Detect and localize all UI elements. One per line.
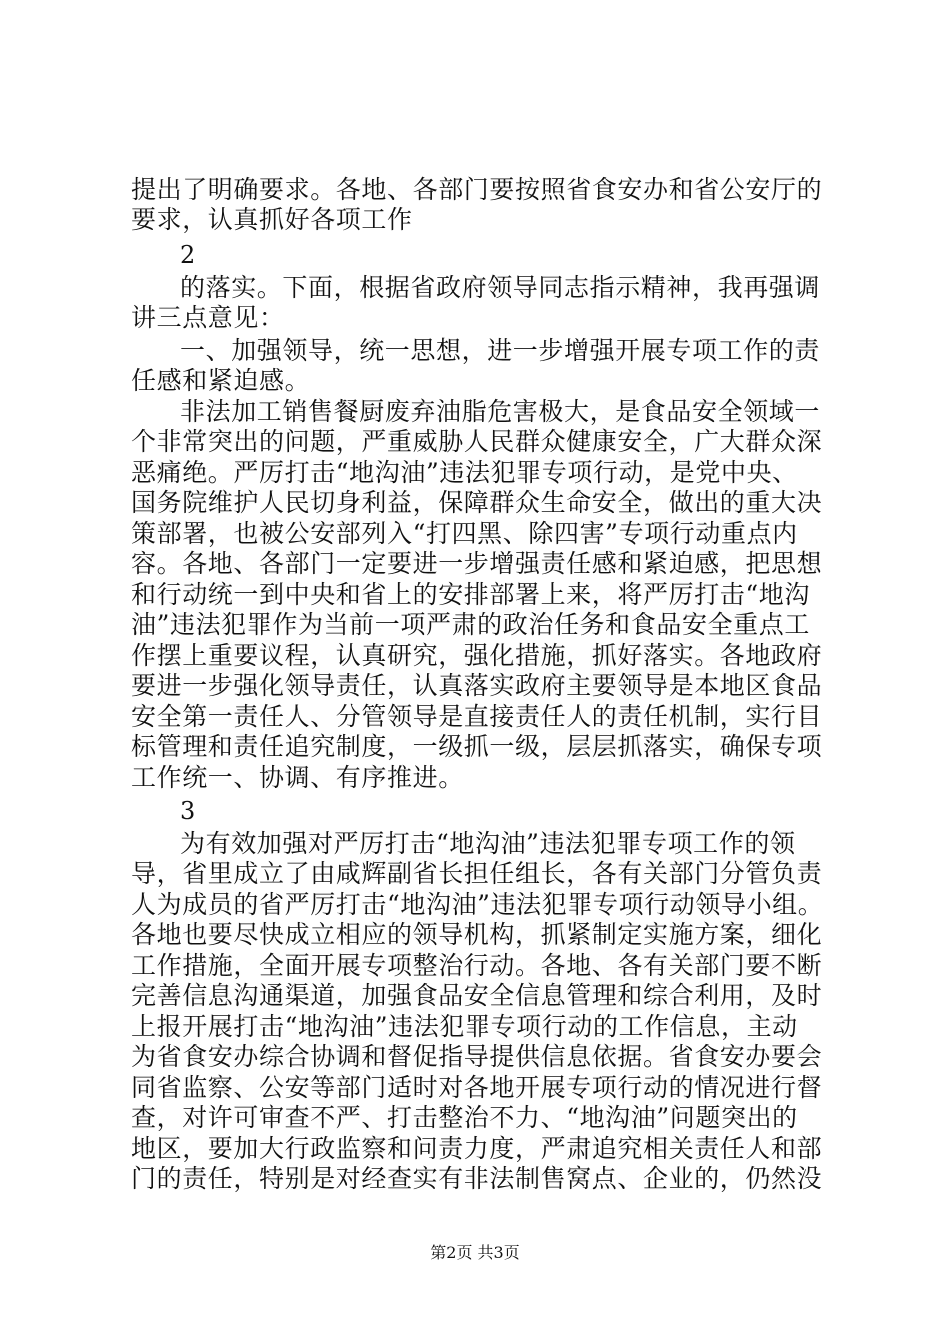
text-line: 策部署，也被公安部列入“打四黑、除四害”专项行动重点内 bbox=[131, 519, 798, 548]
section-heading: 一、加强领导，统一思想，进一步增强开展专项工作的责 bbox=[180, 336, 821, 365]
text-line: 和行动统一到中央和省上的安排部署上来，将严厉打击“地沟 bbox=[131, 580, 810, 609]
text-line: 恶痛绝。严厉打击“地沟油”违法犯罪专项行动，是党中央、 bbox=[131, 458, 798, 487]
section-heading: 任感和紧迫感。 bbox=[131, 366, 311, 395]
text-line: 讲三点意见： bbox=[131, 303, 285, 332]
text-line: 国务院维护人民切身利益，保障群众生命安全，做出的重大决 bbox=[131, 488, 823, 517]
text-line: 的落实。下面，根据省政府领导同志指示精神，我再强调 bbox=[180, 273, 821, 302]
source-page-number: 2 bbox=[180, 241, 196, 269]
text-line: 提出了明确要求。各地、各部门要按照省食安办和省公安厅的 bbox=[131, 175, 823, 204]
text-line: 查，对许可审查不严、打击整治不力、“地沟油”问题突出的 bbox=[131, 1103, 798, 1132]
text-line: 门的责任，特别是对经查实有非法制售窝点、企业的，仍然没 bbox=[131, 1164, 823, 1193]
text-line: 容。各地、各部门一定要进一步增强责任感和紧迫感，把思想 bbox=[131, 549, 823, 578]
text-line: 安全第一责任人、分管领导是直接责任人的责任机制，实行目 bbox=[131, 702, 823, 731]
text-line: 完善信息沟通渠道，加强食品安全信息管理和综合利用，及时 bbox=[131, 981, 823, 1010]
text-line: 同省监察、公安等部门适时对各地开展专项行动的情况进行督 bbox=[131, 1073, 823, 1102]
text-line: 地区，要加大行政监察和问责力度，严肃追究相关责任人和部 bbox=[131, 1134, 823, 1163]
text-line: 要求，认真抓好各项工作 bbox=[131, 205, 413, 234]
text-line: 作摆上重要议程，认真研究，强化措施，抓好落实。各地政府 bbox=[131, 641, 823, 670]
text-line: 导，省里成立了由咸辉副省长担任组长，各有关部门分管负责 bbox=[131, 859, 823, 888]
text-line: 为有效加强对严厉打击“地沟油”违法犯罪专项工作的领 bbox=[180, 829, 796, 858]
text-line: 各地也要尽快成立相应的领导机构，抓紧制定实施方案，细化 bbox=[131, 920, 823, 949]
text-line: 非法加工销售餐厨废弃油脂危害极大，是食品安全领域一 bbox=[180, 397, 821, 426]
text-line: 工作措施，全面开展专项整治行动。各地、各有关部门要不断 bbox=[131, 951, 823, 980]
text-line: 上报开展打击“地沟油”违法犯罪专项行动的工作信息，主动 bbox=[131, 1012, 798, 1041]
text-line: 为省食安办综合协调和督促指导提供信息依据。省食安办要会 bbox=[131, 1042, 823, 1071]
page-footer: 第2页 共3页 bbox=[430, 1243, 520, 1262]
text-line: 个非常突出的问题，严重威胁人民群众健康安全，广大群众深 bbox=[131, 427, 823, 456]
text-line: 标管理和责任追究制度，一级抓一级，层层抓落实，确保专项 bbox=[131, 732, 823, 761]
text-line: 人为成员的省严厉打击“地沟油”违法犯罪专项行动领导小组。 bbox=[131, 890, 824, 919]
source-page-number: 3 bbox=[180, 797, 196, 825]
text-line: 工作统一、协调、有序推进。 bbox=[131, 763, 464, 792]
text-line: 要进一步强化领导责任，认真落实政府主要领导是本地区食品 bbox=[131, 671, 823, 700]
text-line: 油”违法犯罪作为当前一项严肃的政治任务和食品安全重点工 bbox=[131, 610, 810, 639]
